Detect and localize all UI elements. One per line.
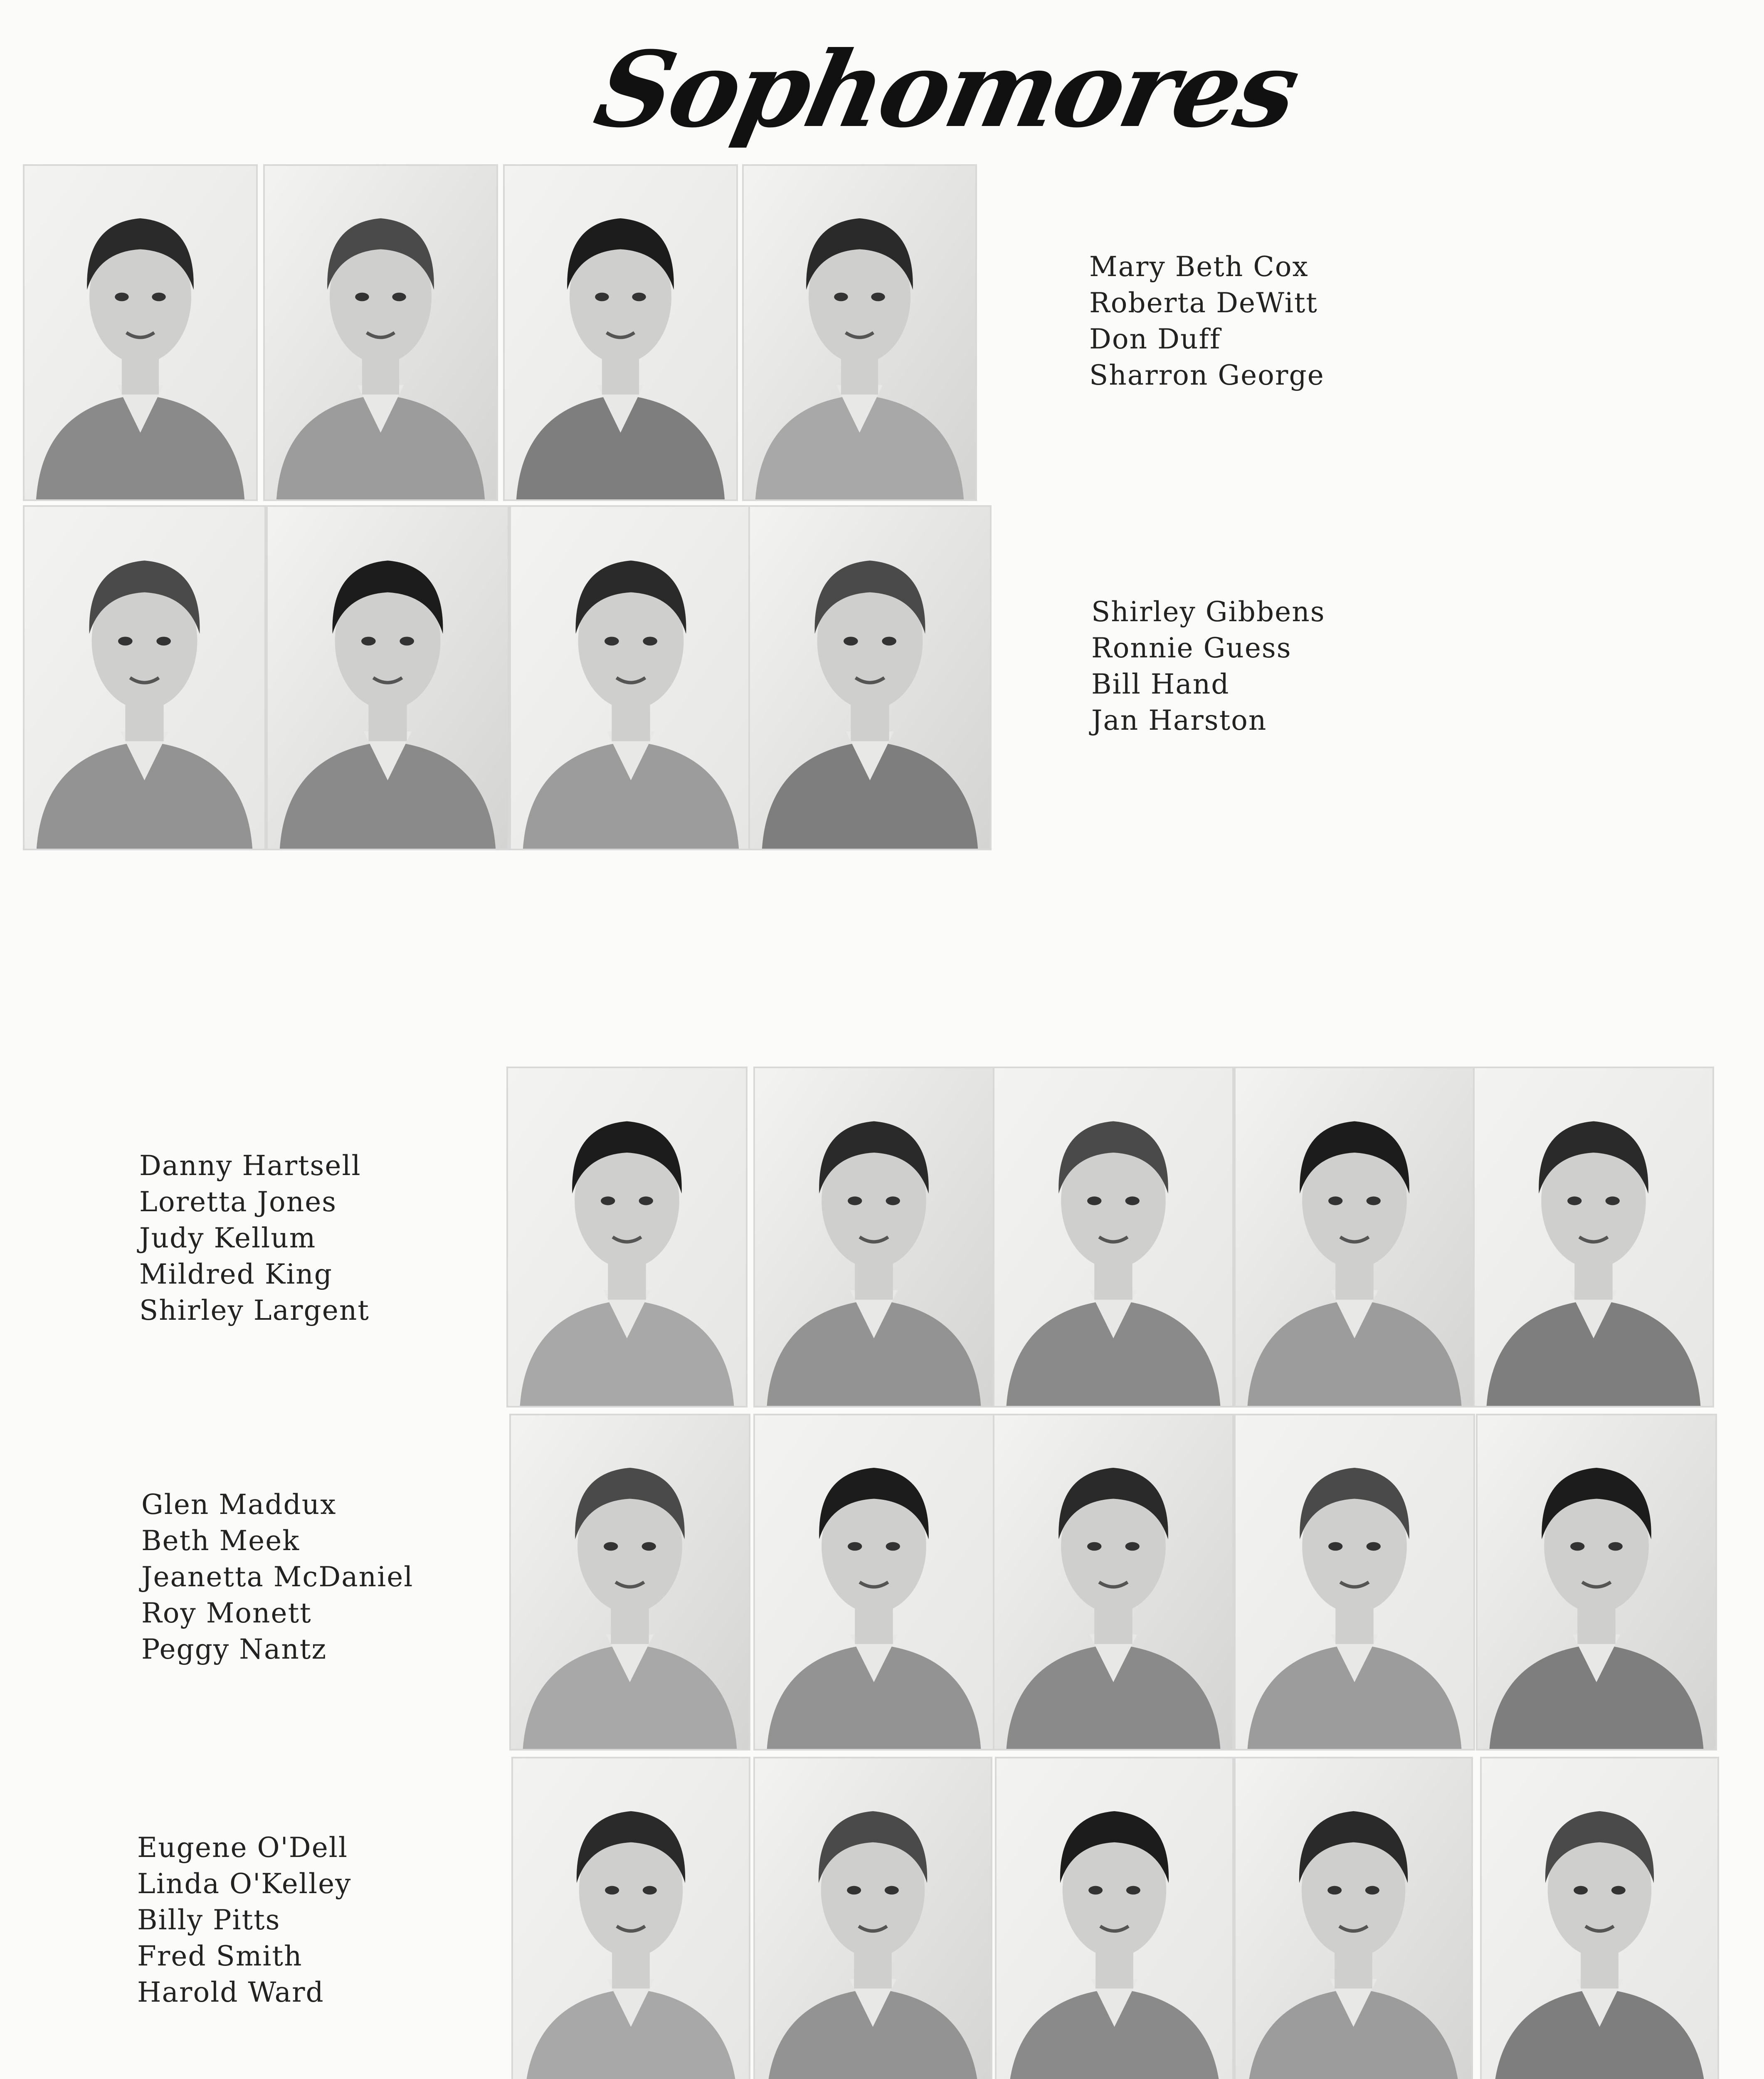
student-name: Jan Harston <box>1091 704 1267 736</box>
name-list-5 <box>137 1830 351 2010</box>
student-portrait <box>506 1067 748 1407</box>
name-list-1 <box>1089 249 1325 393</box>
portrait-photo <box>750 507 990 849</box>
portrait-photo <box>508 1068 746 1406</box>
student-portrait <box>993 1067 1234 1407</box>
student-name: Loretta Jones <box>139 1186 337 1218</box>
student-portrait <box>263 164 498 501</box>
portrait-photo <box>511 1415 749 1749</box>
portrait-photo <box>994 1415 1232 1749</box>
student-portrait <box>1480 1757 1719 2079</box>
page-title: Sophomores <box>585 28 1308 151</box>
student-name: Don Duff <box>1089 323 1221 355</box>
student-name: Billy Pitts <box>137 1904 281 1936</box>
student-name: Mary Beth Cox <box>1089 251 1309 283</box>
portrait-photo <box>755 1068 993 1406</box>
portrait-photo <box>511 507 751 849</box>
student-name: Judy Kellum <box>139 1222 316 1254</box>
portrait-photo <box>513 1758 749 2079</box>
student-name: Glen Maddux <box>141 1489 337 1521</box>
portrait-photo <box>1236 1758 1471 2079</box>
portrait-photo <box>994 1068 1232 1406</box>
portrait-photo <box>1478 1415 1715 1749</box>
student-portrait <box>753 1757 992 2079</box>
student-name: Roberta DeWitt <box>1089 287 1318 319</box>
student-portrait <box>511 1757 750 2079</box>
student-portrait <box>742 164 977 501</box>
student-portrait <box>1476 1414 1717 1751</box>
student-name: Roy Monett <box>141 1597 312 1629</box>
student-portrait <box>748 505 992 850</box>
student-portrait <box>266 505 509 850</box>
student-portrait <box>1234 1757 1473 2079</box>
student-name: Shirley Largent <box>139 1294 370 1326</box>
student-portrait <box>503 164 738 501</box>
name-list-2 <box>1091 594 1325 738</box>
portrait-photo <box>997 1758 1232 2079</box>
student-portrait <box>753 1414 994 1751</box>
portrait-photo <box>505 166 736 499</box>
portrait-photo <box>755 1415 993 1749</box>
portrait-photo <box>755 1758 991 2079</box>
portrait-photo <box>1475 1068 1712 1406</box>
student-name: Eugene O'Dell <box>137 1832 348 1864</box>
student-portrait <box>753 1067 994 1407</box>
student-portrait <box>509 1414 750 1751</box>
student-name: Jeanetta McDaniel <box>141 1561 414 1593</box>
name-list-4 <box>141 1486 413 1667</box>
portrait-photo <box>25 507 264 849</box>
student-portrait <box>23 505 266 850</box>
student-name: Danny Hartsell <box>139 1150 361 1182</box>
portrait-photo <box>1236 1068 1473 1406</box>
student-portrait <box>993 1414 1234 1751</box>
student-name: Mildred King <box>139 1258 333 1290</box>
student-portrait <box>1473 1067 1714 1407</box>
student-portrait <box>995 1757 1234 2079</box>
student-name: Peggy Nantz <box>141 1633 327 1665</box>
portrait-photo <box>25 166 256 499</box>
student-portrait <box>23 164 258 501</box>
portrait-photo <box>1236 1415 1473 1749</box>
student-name: Fred Smith <box>137 1940 303 1972</box>
student-portrait <box>1234 1414 1475 1751</box>
name-list-3 <box>139 1148 370 1328</box>
student-name: Beth Meek <box>141 1525 300 1557</box>
portrait-photo <box>744 166 975 499</box>
student-name: Harold Ward <box>137 1976 324 2008</box>
student-name: Ronnie Guess <box>1091 632 1292 664</box>
student-name: Sharron George <box>1089 359 1325 391</box>
student-name: Linda O'Kelley <box>137 1868 352 1900</box>
portrait-photo <box>265 166 496 499</box>
student-portrait <box>1234 1067 1475 1407</box>
student-name: Bill Hand <box>1091 668 1230 700</box>
portrait-photo <box>268 507 508 849</box>
student-portrait <box>509 505 752 850</box>
student-name: Shirley Gibbens <box>1091 596 1325 628</box>
portrait-photo <box>1482 1758 1717 2079</box>
